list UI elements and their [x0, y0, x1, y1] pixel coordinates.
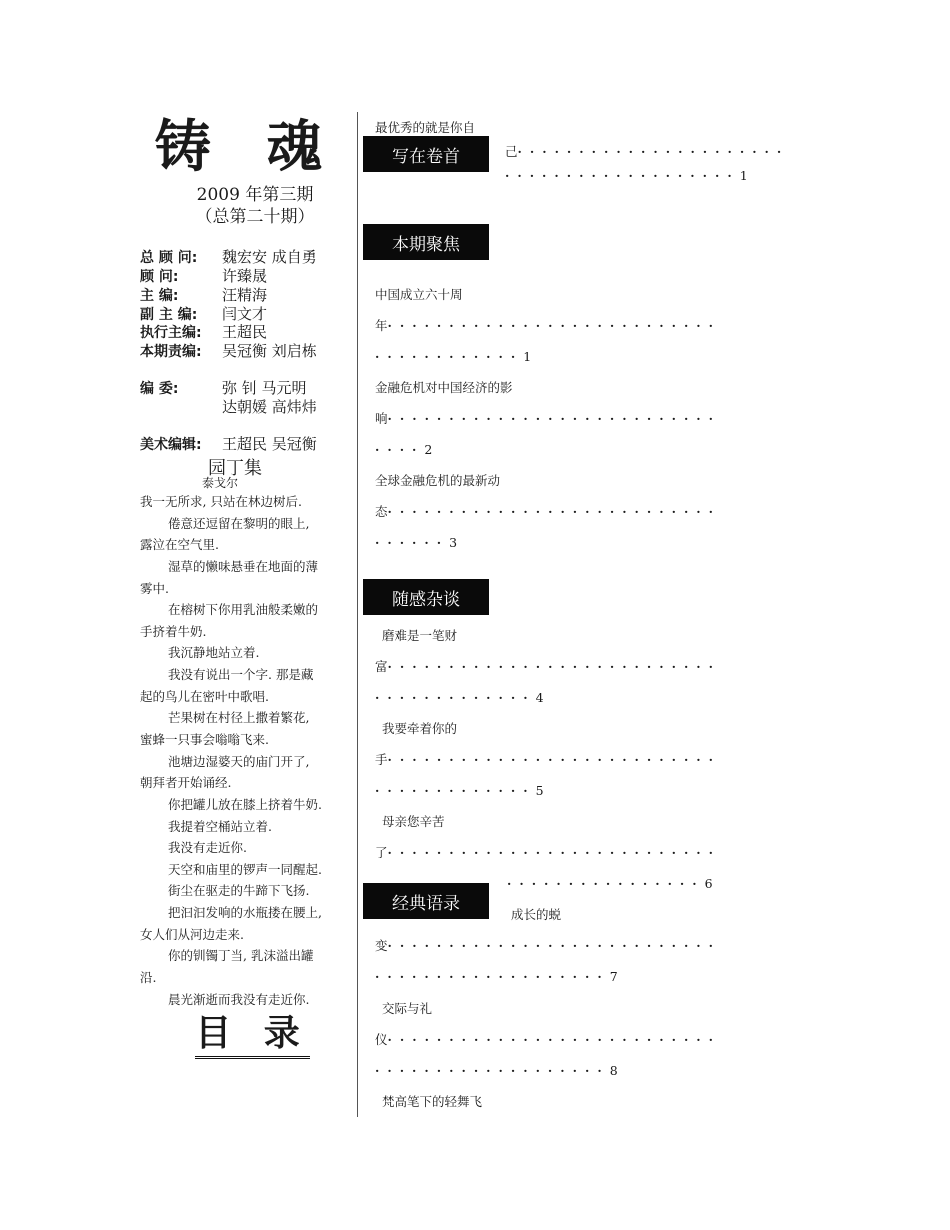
toc-entry-char: 变 [375, 938, 388, 953]
toc-dot-leader: ··························· [387, 504, 722, 519]
issue-total: （总第二十期） [195, 207, 315, 227]
toc-entry-title[interactable]: 成长的蜕 [511, 907, 562, 922]
poem-line: 我没有说出一个字. 那是藏 [168, 667, 314, 682]
toc-entry-page-line[interactable] [375, 690, 544, 706]
poem-line: 我没有走近你. [168, 840, 247, 855]
section-label: 经典语录 [363, 883, 489, 919]
staff-names: 达朝媛 高炜炜 [222, 398, 317, 416]
toc-entry-page-line[interactable] [375, 442, 432, 458]
staff-row [140, 286, 267, 305]
staff-role: 主 编: [140, 288, 179, 304]
toc-entry-leader[interactable] [375, 845, 721, 861]
toc-entry-page-line[interactable] [507, 876, 713, 892]
toc-dot-leader: ··························· [387, 659, 722, 674]
toc-page-number: 3 [449, 535, 458, 550]
toc-page-number: 1 [523, 349, 532, 364]
toc-dot-leader: ······ [375, 535, 450, 550]
toc-dot-leader: ······················ [517, 144, 790, 159]
toc-dot-leader: ············· [375, 783, 536, 798]
poem-line: 把汩汩发响的水瓶搂在腰上, [168, 905, 322, 920]
section-label: 写在卷首 [363, 136, 489, 172]
toc-dot-leader: ··························· [387, 752, 722, 767]
toc-dot-leader: ··················· [375, 1063, 610, 1078]
poem-line: 我提着空桶站立着. [168, 819, 272, 834]
toc-page-number: 2 [424, 442, 433, 457]
issue-number: 2009 年第三期 [196, 185, 314, 205]
poem-line: 雾中. [140, 581, 169, 596]
poem-line: 晨光渐逝而我没有走近你. [168, 992, 310, 1007]
toc-entry-char: 态 [375, 504, 388, 519]
toc-entry-title[interactable]: 磨难是一笔财 [382, 628, 458, 643]
toc-entry-title[interactable]: 最优秀的就是你自 [375, 120, 476, 135]
poem-line: 街尘在驱走的牛蹄下飞扬. [168, 883, 310, 898]
poem-line: 湿草的懒味悬垂在地面的薄 [168, 559, 319, 574]
section-label: 随感杂谈 [363, 579, 489, 615]
toc-entry-page-line[interactable] [375, 969, 618, 985]
toc-page-number: 5 [535, 783, 544, 798]
poem-line: 池塘边湿婆天的庙门开了, [168, 754, 310, 769]
staff-names: 汪精海 [222, 286, 268, 304]
poem-line: 天空和庙里的锣声一同醒起. [168, 862, 322, 877]
toc-entry-title[interactable]: 中国成立六十周 [375, 287, 463, 302]
poem-line: 我沉静地站立着. [168, 645, 260, 660]
toc-entry-leader[interactable] [375, 318, 721, 334]
toc-page-number: 7 [609, 969, 618, 984]
staff-row [140, 323, 267, 342]
toc-entry-char: 响 [375, 411, 388, 426]
toc-dot-leader: ··························· [387, 411, 722, 426]
section-label: 本期聚焦 [363, 224, 489, 260]
poem-line: 在榕树下你用乳油般柔嫩的 [168, 602, 319, 617]
staff-role: 执行主编: [140, 325, 202, 341]
staff-names: 魏宏安 成自勇 [222, 248, 317, 266]
toc-dot-leader: ··················· [505, 168, 740, 183]
staff-names: 王超民 吴冠衡 [222, 435, 317, 453]
poem-line: 沿. [140, 970, 157, 985]
poem-line: 手挤着牛奶. [140, 624, 207, 639]
toc-entry-char: 富 [375, 659, 388, 674]
toc-entry-leader[interactable] [375, 938, 721, 954]
poem-line: 我一无所求, 只站在林边树后. [140, 494, 302, 509]
staff-names: 闫文才 [222, 305, 268, 323]
poem-line: 起的鸟儿在密叶中歌唱. [140, 689, 269, 704]
toc-entry-leader[interactable] [375, 504, 721, 520]
staff-row [140, 342, 317, 361]
issue-info [140, 184, 370, 228]
toc-entry-page-line[interactable] [375, 535, 457, 551]
staff-names: 吴冠衡 刘启栋 [222, 342, 317, 360]
toc-dot-leader: ················ [507, 876, 705, 891]
poem-author: 泰戈尔 [201, 476, 238, 490]
toc-entry-char: 了 [375, 845, 388, 860]
toc-dot-leader: ··························· [387, 845, 722, 860]
toc-entry-char: 年 [375, 318, 388, 333]
staff-role: 总 顾 问: [140, 250, 198, 266]
poem-title: 园丁集 [208, 458, 262, 479]
staff-row [140, 398, 317, 416]
toc-entry-leader[interactable] [375, 752, 721, 768]
poem-line: 蜜蜂一只事会嗡嗡飞来. [140, 732, 269, 747]
poem-line: 你的钏镯丁当, 乳沫溢出罐 [168, 948, 314, 963]
staff-role: 本期责编: [140, 344, 202, 360]
toc-page-number: 6 [704, 876, 713, 891]
staff-names: 许臻晟 [222, 267, 268, 285]
toc-entry-title[interactable]: 母亲您辛苦 [382, 814, 445, 829]
toc-dot-leader: ············ [375, 349, 524, 364]
staff-row [140, 305, 267, 324]
column-divider [357, 112, 358, 1117]
toc-entry-leader[interactable] [375, 1032, 721, 1048]
staff-row [140, 435, 317, 454]
poem-line: 倦意还逗留在黎明的眼上, [168, 516, 310, 531]
staff-role: 顾 问: [140, 269, 179, 285]
staff-row [140, 267, 267, 286]
toc-entry-leader[interactable] [375, 411, 721, 427]
staff-names: 弥 钊 马元明 [222, 379, 307, 397]
toc-page-number: 4 [535, 690, 544, 705]
poem-line: 露泣在空气里. [140, 537, 219, 552]
staff-names: 王超民 [222, 323, 268, 341]
staff-row [140, 379, 307, 398]
toc-entry-page-line[interactable] [375, 1063, 618, 1079]
poem-line: 女人们从河边走来. [140, 927, 244, 942]
toc-entry-char: 手 [375, 752, 388, 767]
magazine-title: 铸 魂 [154, 114, 341, 180]
poem-line: 你把罐儿放在膝上挤着牛奶. [168, 797, 322, 812]
toc-entry-char: 仪 [375, 1032, 388, 1047]
toc-dot-leader: ··················· [375, 969, 610, 984]
toc-entry-page-line[interactable] [375, 349, 531, 365]
toc-entry-title[interactable]: 交际与礼 [382, 1001, 433, 1016]
toc-entry-char: 己 [505, 144, 518, 159]
toc-page-number: 8 [609, 1063, 618, 1078]
toc-entry-title[interactable]: 梵高笔下的轻舞飞 [382, 1094, 483, 1109]
toc-page-number: 1 [739, 168, 748, 183]
staff-role: 编 委: [140, 381, 179, 397]
toc-dot-leader: ··························· [387, 938, 722, 953]
staff-role: 美术编辑: [140, 437, 202, 453]
toc-heading: 目 录 [195, 1012, 310, 1059]
staff-row [140, 248, 317, 267]
toc-entry-title[interactable]: 金融危机对中国经济的影 [375, 380, 513, 395]
poem-line: 芒果树在村径上撒着繁花, [168, 710, 310, 725]
toc-dot-leader: ············· [375, 690, 536, 705]
toc-entry-title[interactable]: 全球金融危机的最新动 [375, 473, 501, 488]
toc-dot-leader: ··························· [387, 318, 722, 333]
toc-entry-leader[interactable] [505, 144, 789, 160]
toc-entry-page-line[interactable] [505, 168, 748, 184]
toc-dot-leader: ··························· [387, 1032, 722, 1047]
toc-entry-leader[interactable] [375, 659, 721, 675]
toc-dot-leader: ···· [375, 442, 425, 457]
toc-entry-title[interactable]: 我要牵着你的 [382, 721, 458, 736]
staff-role: 副 主 编: [140, 307, 198, 323]
toc-entry-page-line[interactable] [375, 783, 544, 799]
poem-line: 朝拜者开始诵经. [140, 775, 232, 790]
